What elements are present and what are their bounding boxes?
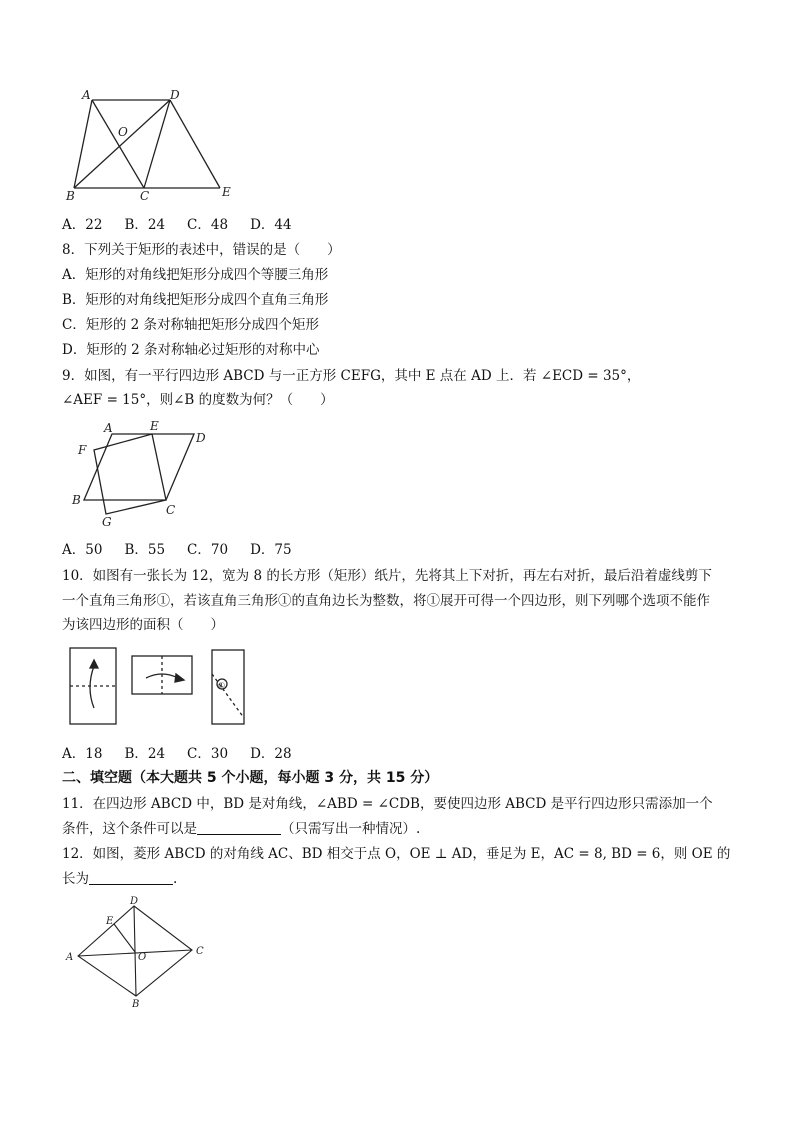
q7-option-b[interactable]: B．24 [124, 217, 166, 233]
q12-label-C: C [196, 946, 204, 957]
q12-line2-after: . [173, 871, 178, 887]
section2-title: 二、填空题（本大题共 5 个小题，每小题 3 分，共 15 分） [62, 770, 439, 786]
q11-line2-after: （只需写出一种情况）. [281, 821, 421, 837]
q9-label-D: D [196, 431, 206, 445]
q11-line1: 11．在四边形 ABCD 中，BD 是对角线，∠ABD = ∠CDB，要使四边形 ABCD 是平行四边形只需添加一个 [62, 796, 713, 812]
q8-stem: 8．下列关于矩形的表述中，错误的是（ ） [62, 242, 341, 258]
q10-option-d[interactable]: D．28 [250, 746, 292, 762]
q9-option-c[interactable]: C．70 [187, 542, 229, 558]
q10-options [62, 745, 314, 763]
q9-label-F: F [78, 443, 87, 457]
q9-label-C: C [166, 503, 176, 517]
q11-line2-before: 条件，这个条件可以是 [62, 821, 197, 837]
q8-choice-d[interactable]: D．矩形的 2 条对称轴必过矩形的对称中心 [62, 342, 320, 358]
q12-figure [62, 894, 212, 1010]
q9-label-A: A [104, 421, 113, 435]
q7-label-A: A [82, 88, 91, 102]
q10-stem-line3: 为该四边形的面积（ ） [62, 617, 224, 633]
q10-option-c[interactable]: C．30 [187, 746, 229, 762]
q9-stem-line2: ∠AEF = 15°，则∠B 的度数为何？（ ） [62, 392, 334, 408]
q9-label-B: B [72, 493, 81, 507]
q9-options [62, 541, 314, 559]
q9-option-a[interactable]: A．50 [62, 542, 103, 558]
q12-line2-before: 长为 [62, 871, 89, 887]
q7-option-d[interactable]: D．44 [250, 217, 292, 233]
q12-label-B: B [132, 999, 140, 1010]
q12-line2 [62, 870, 177, 888]
q9-label-E: E [150, 419, 159, 433]
q8-choice-a[interactable]: A．矩形的对角线把矩形分成四个等腰三角形 [62, 267, 329, 283]
q7-label-C: C [140, 189, 150, 203]
q11-answer-blank[interactable] [197, 822, 281, 835]
q12-label-E: E [106, 916, 114, 927]
q12-label-D: D [130, 896, 139, 907]
q9-option-d[interactable]: D．75 [250, 542, 292, 558]
q7-label-D: D [170, 88, 180, 102]
q12-line1: 12．如图，菱形 ABCD 的对角线 AC、BD 相交于点 O，OE ⊥ AD，垂足为 E，AC = 8, BD = 6，则 OE 的 [62, 846, 731, 862]
q9-label-G: G [102, 515, 112, 529]
q7-label-B: B [66, 189, 75, 203]
q11-line2 [62, 820, 420, 838]
q10-option-a[interactable]: A．18 [62, 746, 103, 762]
q12-label-O: O [138, 952, 147, 963]
q9-figure [62, 416, 222, 534]
q10-figure [62, 644, 258, 732]
q10-option-b[interactable]: B．24 [124, 746, 166, 762]
q10-stem-line1: 10．如图有一张长为 12，宽为 8 的长方形（矩形）纸片，先将其上下对折，再左右对折，最后沿着虚线剪下 [62, 568, 712, 584]
q7-label-O: O [118, 125, 128, 139]
q7-options [62, 216, 314, 234]
q7-option-a[interactable]: A．22 [62, 217, 103, 233]
q8-choice-b[interactable]: B．矩形的对角线把矩形分成四个直角三角形 [62, 292, 329, 308]
q12-answer-blank[interactable] [89, 872, 173, 885]
q8-choice-c[interactable]: C．矩形的 2 条对称轴把矩形分成四个矩形 [62, 317, 320, 333]
q7-figure [62, 88, 238, 206]
q12-label-A: A [66, 952, 74, 963]
q7-option-c[interactable]: C．48 [187, 217, 229, 233]
q9-stem-line1: 9．如图，有一平行四边形 ABCD 与一正方形 CEFG，其中 E 点在 AD 上．若 ∠ECD = 35°， [62, 368, 641, 384]
q9-option-b[interactable]: B．55 [124, 542, 166, 558]
q10-figure-mark: ① [218, 681, 226, 690]
q7-label-E: E [222, 185, 231, 199]
q10-stem-line2: 一个直角三角形①，若该直角三角形①的直角边长为整数，将①展开可得一个四边形，则下列哪个选项不能作 [62, 593, 710, 609]
